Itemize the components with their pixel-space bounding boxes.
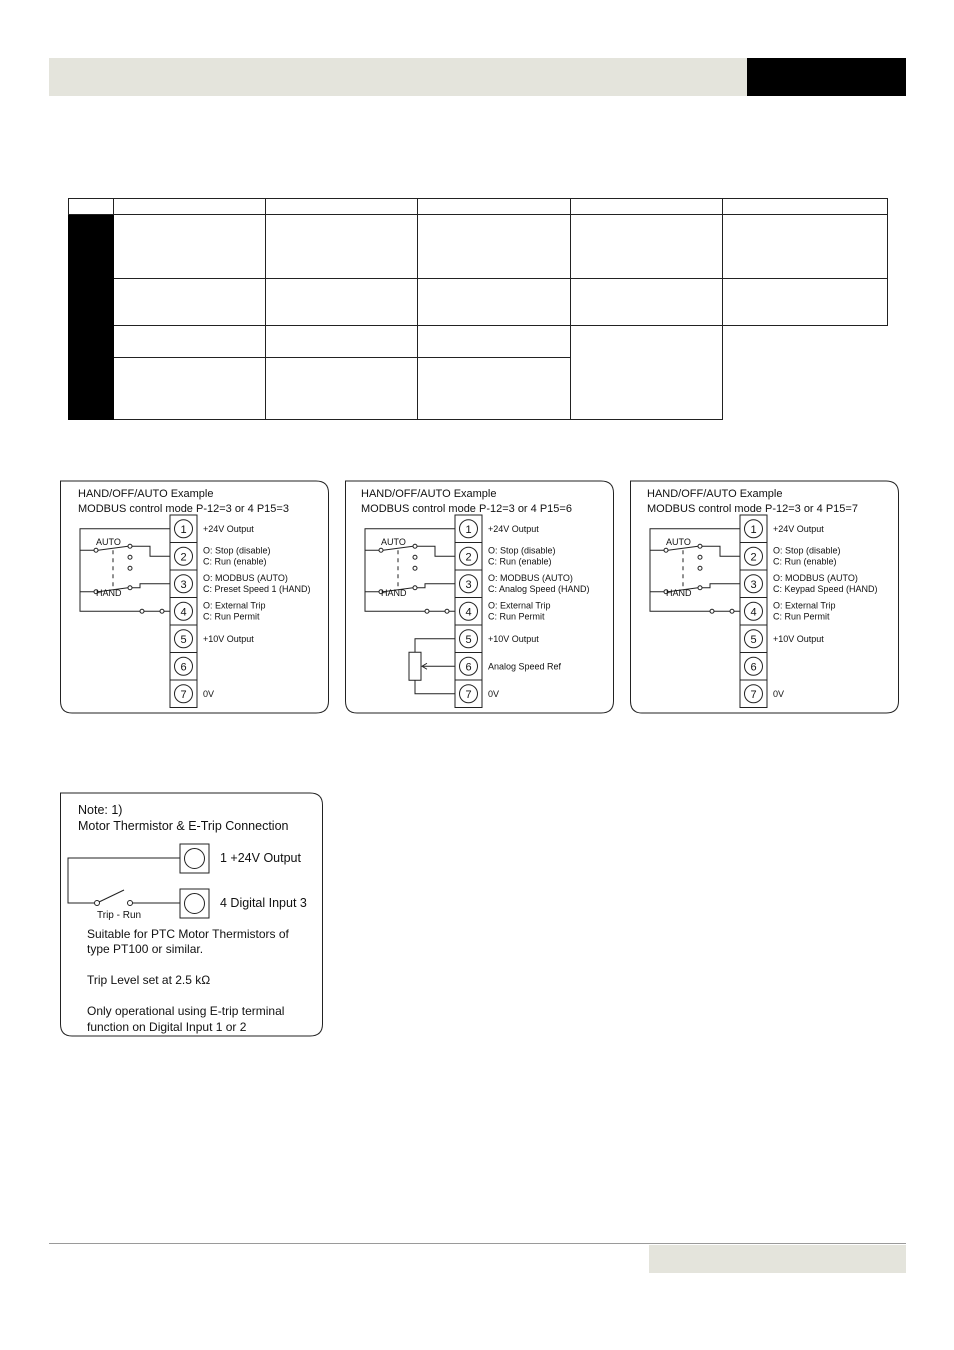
terminal-number: 7 (465, 688, 472, 701)
terminal-description: O: External Trip (488, 600, 551, 611)
terminal-description: 0V (203, 688, 215, 699)
terminal-number: 5 (465, 633, 472, 646)
note-heading: Note: 1) (78, 803, 123, 817)
potentiometer (409, 652, 421, 680)
terminal-description: O: Stop (disable) (488, 545, 556, 556)
terminal-description: +10V Output (488, 633, 539, 644)
hand-off-auto-diagram-3 (630, 480, 900, 716)
note-title: Motor Thermistor & E-Trip Connection (78, 819, 289, 833)
terminal-block (740, 515, 767, 708)
switch-contact (698, 555, 702, 559)
terminal-4-label: 4 Digital Input 3 (220, 896, 307, 910)
header-bar (49, 58, 747, 96)
note-text-line: type PT100 or similar. (87, 942, 204, 956)
terminal-description: +24V Output (203, 523, 254, 534)
terminal-description: O: Stop (disable) (773, 545, 841, 556)
switch-contact (698, 586, 702, 590)
terminal-description: 0V (773, 688, 785, 699)
terminal-description: C: Run (enable) (773, 556, 837, 567)
switch-contact (160, 609, 164, 613)
terminal-description: O: MODBUS (AUTO) (488, 572, 573, 583)
auto-label: AUTO (381, 537, 406, 547)
switch-contact (128, 566, 132, 570)
terminal-labels (203, 524, 311, 699)
note-text-line: Suitable for PTC Motor Thermistors of (87, 927, 289, 941)
terminal-number: 2 (750, 551, 757, 564)
terminal-description: 0V (488, 688, 500, 699)
diagram-title: HAND/OFF/AUTO Example (78, 488, 214, 500)
terminal-1-label: 1 +24V Output (220, 851, 301, 865)
table-row (69, 358, 888, 420)
terminal-description: C: Keypad Speed (HAND) (773, 583, 878, 594)
terminal-number: 3 (750, 578, 757, 591)
diagram-mode: MODBUS control mode P-12=3 or 4 P15=3 (78, 503, 289, 515)
diagram-mode: MODBUS control mode P-12=3 or 4 P15=6 (361, 503, 572, 515)
table-row (69, 279, 888, 326)
switch-contact (413, 544, 417, 548)
wire (415, 680, 455, 694)
terminal-number: 4 (465, 606, 472, 619)
terminal-number: 4 (180, 606, 187, 619)
terminal-description: O: External Trip (203, 600, 266, 611)
terminal-labels (773, 524, 878, 699)
wire (132, 546, 170, 556)
switch-contact (698, 566, 702, 570)
switch-contact (425, 609, 429, 613)
switch-contact (445, 609, 449, 613)
wiring (80, 529, 170, 614)
hand-label: HAND (96, 588, 122, 598)
terminal-number: 1 (180, 523, 187, 536)
terminal-number: 4 (750, 606, 757, 619)
terminal-description: C: Run (enable) (203, 556, 267, 567)
terminal-number: 6 (465, 661, 472, 674)
hand-label: HAND (666, 588, 692, 598)
diagram-title: HAND/OFF/AUTO Example (647, 488, 783, 500)
terminal-number: 2 (465, 551, 472, 564)
switch-contact (413, 586, 417, 590)
terminal-number: 1 (750, 523, 757, 536)
wire (650, 529, 740, 612)
footer-tab (649, 1245, 906, 1273)
footer-rule (49, 1243, 906, 1244)
terminal-description: O: Stop (disable) (203, 545, 271, 556)
switch-blade (99, 890, 124, 902)
wire (365, 529, 455, 612)
note-text-line: function on Digital Input 1 or 2 (87, 1020, 247, 1034)
switch-contact (664, 548, 668, 552)
terminal-number: 3 (180, 578, 187, 591)
wiring (365, 529, 455, 694)
auto-label: AUTO (666, 537, 691, 547)
switch-contact (730, 609, 734, 613)
switch-contact (128, 901, 133, 906)
switch-contact (698, 544, 702, 548)
wire (132, 584, 170, 588)
switch-contact (413, 566, 417, 570)
terminal-description: C: Preset Speed 1 (HAND) (203, 583, 311, 594)
note-text-line: Trip Level set at 2.5 kΩ (87, 973, 211, 987)
diagram-mode: MODBUS control mode P-12=3 or 4 P15=7 (647, 503, 858, 515)
terminal-block (170, 515, 197, 708)
switch-contact (128, 544, 132, 548)
switch-contact (94, 548, 98, 552)
thermistor-note-box (60, 792, 324, 1039)
switch-contact (128, 586, 132, 590)
terminal-description: C: Run (enable) (488, 556, 552, 567)
note-text-line: Only operational using E-trip terminal (87, 1004, 285, 1018)
wire (417, 584, 455, 588)
terminal-number: 6 (180, 661, 187, 674)
wire (417, 546, 455, 556)
switch-contact (413, 555, 417, 559)
wire (80, 529, 170, 612)
note-wire (68, 858, 180, 903)
switch-contact (710, 609, 714, 613)
table-row (69, 215, 888, 279)
terminal-description: O: MODBUS (AUTO) (773, 572, 858, 583)
header-tab (747, 58, 906, 96)
terminal-number: 2 (180, 551, 187, 564)
terminal-number: 3 (465, 578, 472, 591)
table-header-row (69, 199, 888, 215)
terminal-description: C: Run Permit (488, 611, 545, 622)
wiring (650, 529, 740, 614)
terminal-block (455, 515, 482, 708)
diagram-title: HAND/OFF/AUTO Example (361, 488, 497, 500)
terminal-labels (488, 524, 590, 699)
hand-off-auto-diagram-2 (345, 480, 615, 716)
wire (702, 546, 740, 556)
parameter-table (68, 198, 888, 420)
wire (702, 584, 740, 588)
switch-contact (128, 555, 132, 559)
hand-label: HAND (381, 588, 407, 598)
switch-label: Trip - Run (97, 910, 142, 921)
terminal-description: +10V Output (203, 633, 254, 644)
terminal-number: 7 (750, 688, 757, 701)
terminal-number: 6 (750, 661, 757, 674)
terminal-description: +24V Output (773, 523, 824, 534)
terminal-description: +24V Output (488, 523, 539, 534)
terminal-number: 5 (180, 633, 187, 646)
terminal-number: 7 (180, 688, 187, 701)
switch-contact (140, 609, 144, 613)
terminal-description: O: MODBUS (AUTO) (203, 572, 288, 583)
switch-contact (95, 901, 100, 906)
hand-off-auto-diagram-1 (60, 480, 330, 716)
table-side-label (69, 215, 114, 420)
table-row (69, 326, 888, 358)
terminal-number: 5 (750, 633, 757, 646)
terminal-description: +10V Output (773, 633, 824, 644)
switch-contact (379, 548, 383, 552)
terminal-description: C: Analog Speed (HAND) (488, 583, 590, 594)
terminal-description: C: Run Permit (773, 611, 830, 622)
terminal-description: Analog Speed Ref (488, 661, 562, 672)
terminal-description: C: Run Permit (203, 611, 260, 622)
terminal-number: 1 (465, 523, 472, 536)
terminal-description: O: External Trip (773, 600, 836, 611)
auto-label: AUTO (96, 537, 121, 547)
wire (415, 639, 455, 653)
